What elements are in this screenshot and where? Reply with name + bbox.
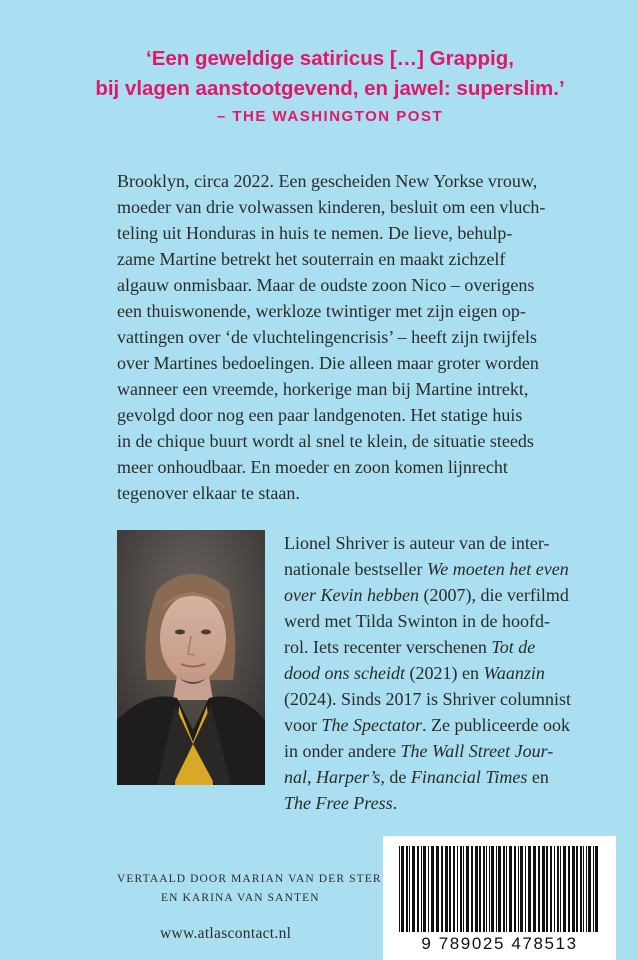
barcode-bar <box>586 846 587 932</box>
credits-line-1: VERTAALD DOOR MARIAN VAN DER STER <box>117 873 382 885</box>
publication-title: Harper’s <box>316 767 381 787</box>
barcode-bar <box>417 846 419 932</box>
barcode-bar <box>460 846 462 932</box>
book-title: over Kevin hebben <box>284 585 419 605</box>
barcode-bar <box>449 846 451 932</box>
bio-text: in onder andere <box>284 741 401 761</box>
barcode-bar <box>525 846 526 932</box>
isbn-barcode <box>383 836 616 960</box>
barcode-bar <box>520 846 523 932</box>
barcode-bar <box>412 846 415 932</box>
barcode-bar <box>489 846 490 932</box>
bio-line <box>284 556 614 582</box>
barcode-bar <box>506 846 507 932</box>
barcode-bar <box>431 846 434 932</box>
barcode-bar <box>436 846 439 932</box>
barcode-bar <box>509 846 512 932</box>
bio-text: en <box>527 767 549 787</box>
barcode-bar <box>466 846 469 932</box>
bio-text: (2007), die verfilmd <box>418 585 569 605</box>
bio-text: werd met Tilda Swinton in de hoofd- <box>284 611 550 631</box>
bio-line <box>284 712 614 738</box>
barcode-bar <box>483 846 485 932</box>
book-title: Tot de <box>491 637 536 657</box>
blurb-line: moeder van drie volwassen kinderen, besluit om een vluch- <box>117 197 546 217</box>
bio-line <box>284 764 614 790</box>
author-bio <box>284 530 614 816</box>
quote-line-1: ‘Een geweldige satiricus […] Grappig, <box>146 47 514 70</box>
barcode-bar <box>595 846 598 932</box>
bio-line <box>284 608 614 634</box>
bio-text: rol. Iets recenter verschenen <box>284 637 492 657</box>
bio-text: . Ze publiceerde ook <box>422 715 570 735</box>
bio-line <box>284 738 614 764</box>
publication-title: Financial Times <box>410 767 528 787</box>
blurb-line: gevolgd door nog een paar landgenoten. Het statige huis <box>117 405 523 425</box>
blurb-line: meer onhoudbaar. En moeder en zoon komen lijnrecht <box>117 457 508 477</box>
bio-text: (2024). Sinds 2017 is Shriver columnist <box>284 689 571 709</box>
barcode-bar <box>409 846 410 932</box>
bio-text: , <box>307 767 317 787</box>
publication-title: nal <box>284 767 308 787</box>
publication-title: The Wall Street Jour- <box>400 741 554 761</box>
bio-text: nationale bestseller <box>284 559 423 579</box>
barcode-bar <box>583 846 584 932</box>
barcode-bar <box>576 846 578 932</box>
blurb-line: een thuiswonende, werkloze twintiger met zijn eigen op- <box>117 301 526 321</box>
publisher-website: www.atlascontact.nl <box>160 925 292 942</box>
barcode-bar <box>514 846 516 932</box>
author-photo <box>117 530 265 785</box>
publication-title: The Spectator <box>321 715 422 735</box>
barcode-bar <box>554 846 555 932</box>
barcode-bar <box>538 846 540 932</box>
blurb-line: zame Martine betrekt het souterrain en maakt zichzelf <box>117 249 506 269</box>
blurb-line: algauw onmisbaar. Maar de oudste zoon Nico – overigens <box>117 275 535 295</box>
bio-text: , de <box>380 767 411 787</box>
barcode-bar <box>423 846 426 932</box>
blurb-line: Brooklyn, circa 2022. Een gescheiden New Yorkse vrouw, <box>117 171 538 191</box>
quote-source: – THE WASHINGTON POST <box>216 108 444 125</box>
author-portrait-icon <box>117 530 265 785</box>
bio-text: voor <box>284 715 322 735</box>
barcode-bar <box>503 846 505 932</box>
barcode-bar <box>546 846 548 932</box>
barcode-bar <box>572 846 575 932</box>
bio-line <box>284 530 614 556</box>
isbn-digits: 9 789025 478513 <box>421 934 578 953</box>
barcode-bar <box>550 846 552 932</box>
blurb-line: vattingen over ‘de vluchtelingencrisis’ – heeft zijn twijfels <box>117 327 538 347</box>
barcode-bar <box>445 846 448 932</box>
barcode-bar <box>463 846 464 932</box>
barcode-bar <box>441 846 443 932</box>
barcode-bar <box>593 846 594 932</box>
barcode-bar <box>496 846 497 932</box>
barcode-bar <box>453 846 455 932</box>
quote-line-2: bij vlagen aanstootgevend, en jawel: superslim.’ <box>95 77 565 100</box>
barcode-bar <box>457 846 458 932</box>
barcode-bar <box>491 846 494 932</box>
bio-text: . <box>392 793 398 813</box>
barcode-bar <box>428 846 429 932</box>
barcode-bar <box>498 846 501 932</box>
barcode-bar <box>406 846 408 932</box>
barcode-bar <box>533 846 536 932</box>
blurb-line: over Martines bedoelingen. Die alleen maar groter worden <box>117 353 539 373</box>
bio-line <box>284 582 614 608</box>
barcode-bar <box>563 846 566 932</box>
book-title: We moeten het even <box>426 559 569 579</box>
barcode-bar <box>528 846 531 932</box>
bio-line <box>284 790 614 816</box>
barcode-bar <box>557 846 559 932</box>
publication-title: The Free Press <box>284 793 393 813</box>
blurb-line: wanneer een vreemde, horkerige man bij Martine intrekt, <box>117 379 529 399</box>
blurb-line: teling uit Honduras in huis te nemen. De lieve, behulp- <box>117 223 513 243</box>
barcode-bar <box>471 846 473 932</box>
bio-text: (2021) en <box>405 663 484 683</box>
barcode-bar <box>401 846 404 932</box>
review-quote <box>70 44 590 104</box>
book-title: Waanzin <box>483 663 545 683</box>
bio-text: Lionel Shriver is auteur van de inter- <box>284 533 550 553</box>
barcode-icon <box>395 846 604 932</box>
bio-line <box>284 660 614 686</box>
translator-credits <box>117 870 382 908</box>
blurb-line: in de chique buurt wordt al snel te klein, de situatie steeds <box>117 431 534 451</box>
book-blurb <box>117 168 597 506</box>
barcode-bar <box>560 846 561 932</box>
bio-line <box>284 686 614 712</box>
bio-line <box>284 634 614 660</box>
barcode-bar <box>518 846 519 932</box>
barcode-bar <box>479 846 481 932</box>
book-title: dood ons scheidt <box>284 663 405 683</box>
barcode-bar <box>588 846 591 932</box>
barcode-bar <box>421 846 422 932</box>
barcode-bar <box>542 846 545 932</box>
barcode-bar <box>580 846 582 932</box>
barcode-bar <box>568 846 570 932</box>
barcode-bar <box>486 846 487 932</box>
credits-line-2: EN KARINA VAN SANTEN <box>161 892 320 904</box>
barcode-bar <box>475 846 478 932</box>
blurb-line: tegenover elkaar te staan. <box>117 483 300 503</box>
barcode-bar <box>399 846 400 932</box>
